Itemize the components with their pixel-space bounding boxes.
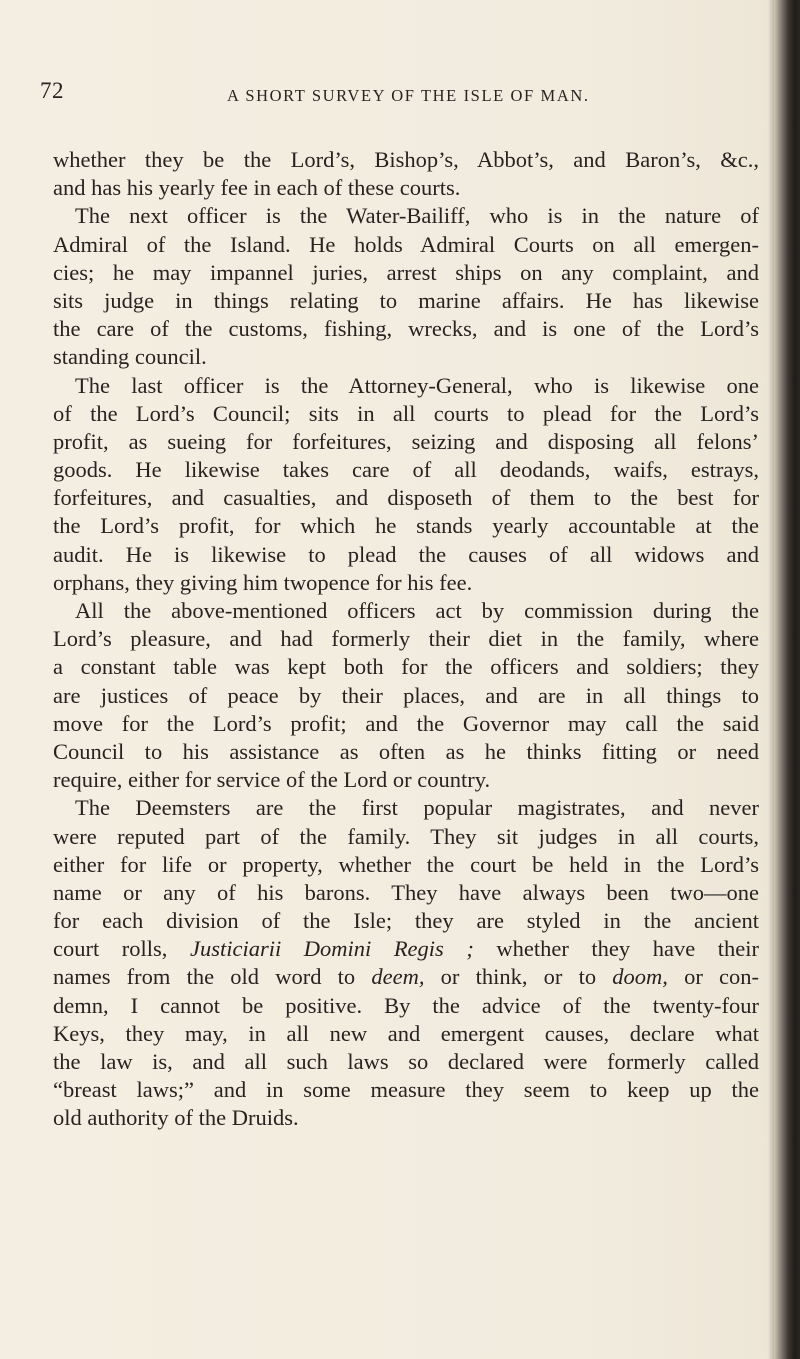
text-line: standing council. (53, 344, 207, 370)
body-text (53, 146, 759, 1133)
text-line: The next officer is the Water-Bailiff, who is in the nature of (75, 203, 759, 229)
text-line: “breast laws;” and in some measure they seem to keep up the (53, 1077, 759, 1103)
text-line: audit. He is likewise to plead the causes of all widows and (53, 541, 759, 567)
latin-title: Justiciarii Domini Regis ; (189, 936, 474, 962)
text-line: require, either for service of the Lord or country. (53, 767, 491, 793)
page-number: 72 (40, 78, 64, 103)
text-line: whether they be the Lord’s, Bishop’s, Abbot’s, and Baron’s, &c., (53, 147, 759, 172)
text-line: profit, as sueing for forfeitures, seizing and disposing all felons’ (53, 428, 759, 454)
text-line: name or any of his barons. They have always been two—one (53, 879, 759, 905)
text-line: either for life or property, whether the court be held in the Lord’s (53, 851, 759, 877)
text-line: The Deemsters are the first popular magistrates, and never (75, 795, 759, 821)
text-line: the Lord’s profit, for which he stands yearly accountable at the (53, 513, 759, 539)
text-line: goods. He likewise takes care of all deodands, waifs, estrays, (53, 457, 759, 483)
text-line: forfeitures, and casualties, and disposeth of them to the best for (53, 485, 759, 511)
text-line: Keys, they may, in all new and emergent causes, declare what (53, 1020, 759, 1046)
binding-edge (774, 0, 800, 1359)
text-line: for each division of the Isle; they are styled in the ancient (53, 908, 759, 934)
text-line: Council to his assistance as often as he thinks fitting or need (53, 738, 759, 764)
body-lines-tail (53, 992, 759, 1133)
text-line: the law is, and all such laws so declared were formerly called (53, 1049, 759, 1074)
text-line: were reputed part of the family. They sit judges in all courts, (53, 823, 759, 849)
text-line: of the Lord’s Council; sits in all courts to plead for the Lord’s (53, 400, 759, 426)
text-line: Lord’s pleasure, and had formerly their diet in the family, where (53, 626, 759, 652)
text-line-italic: court rolls, Justiciarii Domini Regis ; whether they have their (53, 936, 759, 962)
text-line: are justices of peace by their places, and are in all things to (53, 682, 759, 708)
text-line: The last officer is the Attorney-General, who is likewise one (75, 372, 759, 398)
text-line: and has his yearly fee in each of these courts. (53, 175, 461, 201)
text-line-deem: names from the old word to deem, or think, or to doom, or con- (53, 964, 759, 990)
body-lines (53, 146, 759, 935)
text-line: Admiral of the Island. He holds Admiral Courts on all emergen- (53, 231, 759, 257)
text-line: old authority of the Druids. (53, 1105, 299, 1131)
text-line: a constant table was kept both for the officers and soldiers; they (53, 654, 759, 680)
word-doom: doom, (612, 964, 668, 990)
text-line: All the above-mentioned officers act by commission during the (75, 598, 759, 623)
text-line: cies; he may impannel juries, arrest ships on any complaint, and (53, 259, 759, 285)
text-line: demn, I cannot be positive. By the advice of the twenty-four (53, 992, 759, 1018)
running-head: A SHORT SURVEY OF THE ISLE OF MAN. (227, 86, 590, 105)
text-line: the care of the customs, fishing, wrecks, and is one of the Lord’s (53, 316, 759, 342)
text-line: sits judge in things relating to marine affairs. He has likewise (53, 287, 759, 313)
word-deem: deem, (371, 964, 425, 990)
text-line: move for the Lord’s profit; and the Governor may call the said (53, 710, 759, 736)
text-line: orphans, they giving him twopence for his fee. (53, 569, 473, 595)
